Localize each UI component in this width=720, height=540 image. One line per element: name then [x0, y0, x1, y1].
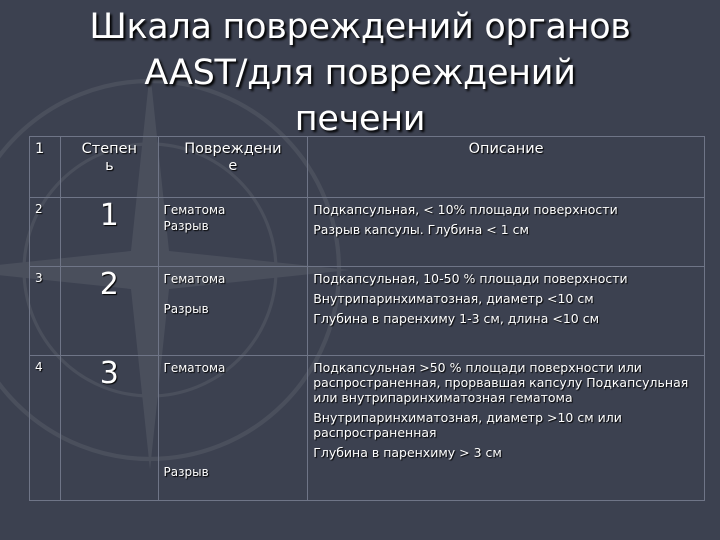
injury-types-cell — [158, 198, 308, 267]
header-num: 1 — [35, 141, 45, 157]
title-line-3: печени — [294, 99, 426, 139]
header-injury-cell — [158, 137, 308, 198]
injury-hematoma: Гематома — [163, 361, 226, 375]
header-num-cell — [30, 137, 61, 198]
header-description-cell — [308, 137, 705, 198]
description-text: Разрыв капсулы. Глубина < 1 см — [313, 222, 529, 237]
row-num: 2 — [30, 198, 61, 267]
header-grade-line-1: Степен — [81, 141, 138, 157]
table-row — [30, 198, 705, 267]
grade-value: 3 — [61, 356, 158, 501]
aast-liver-injury-table — [29, 136, 705, 501]
slide-title — [0, 0, 720, 142]
description-text: Внутрипаринхиматозная, диаметр >10 см или распространенная — [313, 410, 622, 440]
header-injury-line-1: Повреждени — [184, 141, 282, 157]
description-cell — [308, 356, 705, 501]
title-line-1: Шкала повреждений органов — [89, 7, 631, 47]
description-text: Внутрипаринхиматозная, диаметр <10 см — [313, 291, 594, 306]
header-description: Описание — [468, 141, 544, 157]
title-line-2: AAST/для повреждений — [144, 53, 576, 93]
description-text: Подкапсульная, 10-50 % площади поверхности — [313, 271, 628, 286]
injury-rupture: Разрыв — [163, 219, 209, 233]
injury-types-cell — [158, 356, 308, 501]
header-grade-cell — [61, 137, 158, 198]
table-row — [30, 356, 705, 501]
row-num: 3 — [30, 267, 61, 356]
injury-rupture: Разрыв — [163, 465, 209, 479]
injury-rupture: Разрыв — [163, 302, 209, 316]
table-row — [30, 267, 705, 356]
description-text: Глубина в паренхиму 1-3 см, длина <10 см — [313, 311, 600, 326]
grade-value: 1 — [61, 198, 158, 267]
injury-types-cell — [158, 267, 308, 356]
grade-value: 2 — [61, 267, 158, 356]
description-text: Глубина в паренхиму > 3 см — [313, 445, 502, 460]
description-text: Подкапсульная >50 % площади поверхности или распространенная, прорвавшая капсулу Подкапсульная или внутрипаринхиматозная гематома — [313, 360, 689, 405]
description-text: Подкапсульная, < 10% площади поверхности — [313, 202, 618, 217]
injury-hematoma: Гематома — [163, 203, 226, 217]
row-num: 4 — [30, 356, 61, 501]
description-cell — [308, 198, 705, 267]
injury-hematoma: Гематома — [163, 272, 226, 286]
header-grade-line-2: ь — [105, 158, 114, 174]
header-injury-line-2: е — [228, 158, 238, 174]
description-cell — [308, 267, 705, 356]
table-header-row — [30, 137, 705, 198]
